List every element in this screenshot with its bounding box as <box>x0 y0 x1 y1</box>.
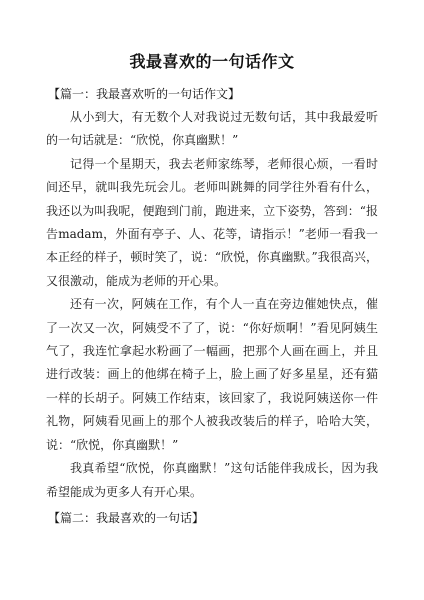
section-heading-1: 【篇一：我最喜欢听的一句话作文】 <box>48 87 241 101</box>
paragraph-2: 记得一个星期天，我去老师家练琴，老师很心烦，一看时间还早，就叫我先玩会儿。老师叫跳舞的同学往外看有什么，我还以为叫我呢，便跑到门前，跑进来，立下姿势，答到：“报告madam，外面有亭子、人、花等，请指示！”老师一看我一本正经的样子，顿时笑了，说：“欣悦，你真幽默。”我很高兴，又很激动，能成为老师的开心果。 <box>46 156 378 288</box>
section-heading-2: 【篇二：我最喜欢的一句话】 <box>48 510 205 525</box>
section-1-body <box>46 106 378 504</box>
paragraph-3: 还有一次，阿姨在工作，有个人一直在旁边催她快点，催了一次又一次，阿姨受不了了，说：“你好烦啊！”看见阿姨生气了，我连忙拿起水粉画了一幅画，把那个人画在画上，并且进行改装：画上的他绑在椅子上，脸上画了好多星星，还有猫一样的长胡子。阿姨工作结束，该回家了，我说阿姨送你一件礼物，阿姨看见画上的那个人被我改装后的样子，哈哈大笑，说：“欣悦，你真幽默！” <box>46 297 378 452</box>
document-title: 我最喜欢的一句话作文 <box>129 52 295 71</box>
paragraph-4: 我真希望“欣悦，你真幽默！”这句话能伴我成长，因为我希望能成为更多人有开心果。 <box>46 461 378 499</box>
paragraph-1: 从小到大，有无数个人对我说过无数句话，其中我最爱听的一句话就是：“欣悦，你真幽默！” <box>46 110 378 148</box>
